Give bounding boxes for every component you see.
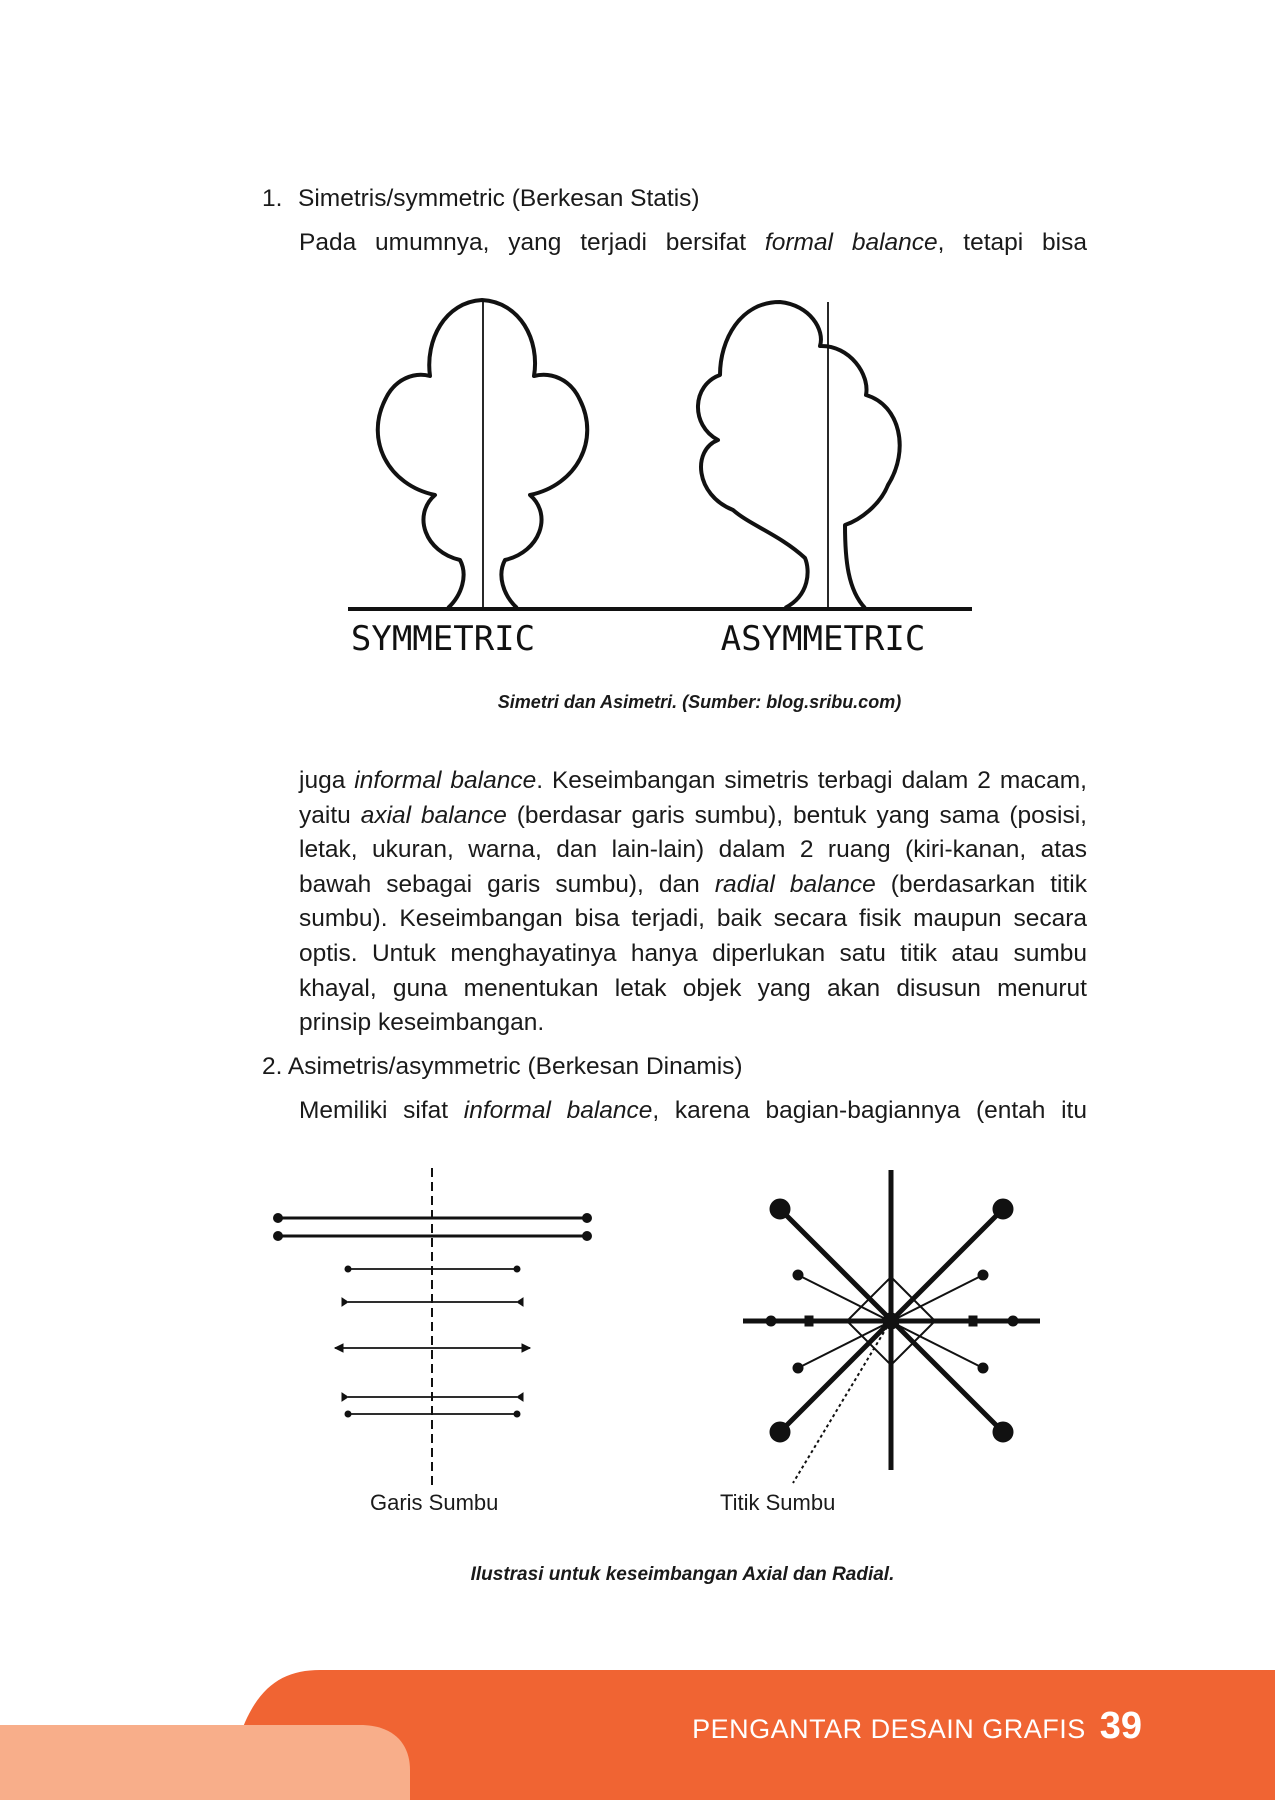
- radial-dot-tl: [770, 1199, 790, 1219]
- item1-body-emphasis-1: informal balance: [354, 767, 537, 794]
- item2-intro-text: Memiliki sifat: [299, 1097, 464, 1124]
- footer-secondary-shape: [0, 1725, 410, 1800]
- item2-heading: [262, 1050, 1092, 1084]
- axial-arrow-4b: [517, 1298, 523, 1306]
- axial-arrow-5b: [522, 1344, 530, 1352]
- radial-small-dot-4: [978, 1363, 988, 1373]
- item1-heading: [262, 182, 1092, 216]
- axial-dot-3a: [345, 1266, 351, 1272]
- footer-text-group: [692, 1705, 1142, 1748]
- item1-intro: [299, 226, 1087, 261]
- asymmetric-tree-outline: [698, 302, 900, 608]
- radial-axis-mark-l: [805, 1316, 813, 1326]
- axial-arrow-6a: [342, 1393, 348, 1401]
- item1-body-emphasis-3: radial balance: [714, 870, 876, 898]
- axial-dot-3b: [514, 1266, 520, 1272]
- radial-dot-tr: [993, 1199, 1013, 1219]
- item1-body-text-2: . Keseimbangan simetris terbagi dalam 2 macam, yaitu: [299, 767, 1087, 829]
- axial-arrow-4a: [342, 1298, 348, 1306]
- axial-arrow-6b: [517, 1393, 523, 1401]
- symmetry-trees-figure: [340, 290, 980, 670]
- axial-diagram-label: Garis Sumbu: [370, 1490, 499, 1515]
- radial-axis-mark-r: [969, 1316, 977, 1326]
- item1-intro-text: Pada umumnya, yang terjadi bersifat: [299, 229, 765, 256]
- symmetric-label: SYMMETRIC: [350, 619, 536, 659]
- item2-intro: [299, 1094, 1087, 1129]
- axial-balance-diagram: [265, 1165, 605, 1495]
- radial-small-dot-3: [793, 1363, 803, 1373]
- axial-dot-1b: [583, 1214, 592, 1223]
- axial-dot-2a: [274, 1232, 283, 1241]
- radial-axis-dot-l: [766, 1316, 776, 1326]
- item2-number: 2.: [262, 1053, 283, 1080]
- item1-number: 1.: [262, 185, 283, 212]
- item2-intro-emphasis: informal balance: [463, 1097, 653, 1124]
- radial-balance-diagram: [735, 1165, 1050, 1495]
- item2-intro-text-end: , karena bagian-bagiannya (entah itu: [652, 1097, 1087, 1124]
- footer-book-title: PENGANTAR DESAIN GRAFIS: [692, 1714, 1086, 1744]
- radial-axis-dot-r: [1008, 1316, 1018, 1326]
- radial-small-dot-2: [978, 1270, 988, 1280]
- item1-intro-text-end: , tetapi bisa: [937, 229, 1087, 256]
- item2-heading-text: Asimetris/asymmetric (Berkesan Dinamis): [287, 1053, 743, 1080]
- item1-body-paragraph: [299, 764, 1087, 1041]
- axial-dot-1a: [274, 1214, 283, 1223]
- radial-dot-bl: [770, 1422, 790, 1442]
- axial-arrow-5a: [335, 1344, 343, 1352]
- radial-dot-br: [993, 1422, 1013, 1442]
- radial-small-dot-1: [793, 1270, 803, 1280]
- page-number: 39: [1099, 1705, 1142, 1747]
- radial-center-point: [883, 1313, 899, 1329]
- radial-diagram-label: Titik Sumbu: [720, 1490, 836, 1515]
- figure1-caption: Simetri dan Asimetri. (Sumber: blog.sribu.com): [497, 692, 902, 712]
- asymmetric-label: ASYMMETRIC: [720, 619, 926, 659]
- item1-body-text-1: juga: [299, 767, 355, 794]
- item1-heading-text: Simetris/symmetric (Berkesan Statis): [298, 185, 700, 212]
- item1-body-text-3: (berdasar garis sumbu), bentuk yang sama (posisi, letak, ukuran, warna, dan lain-lain) dalam 2 ruang (kiri-kanan, atas bawah sebagai garis sumbu), dan: [299, 801, 1087, 898]
- axial-dot-7b: [514, 1411, 520, 1417]
- item1-body-emphasis-2: axial balance: [360, 801, 507, 829]
- item1-body-text-4: (berdasarkan titik sumbu). Keseimbangan bisa terjadi, baik secara fisik maupun secara optis. Untuk menghayatinya hanya diperlukan satu titik atau sumbu khayal, guna menentukan letak objek yang akan disusun menurut prinsip keseimbangan.: [299, 870, 1087, 1037]
- axial-dot-7a: [345, 1411, 351, 1417]
- axial-dot-2b: [583, 1232, 592, 1241]
- figure2-caption: Ilustrasi untuk keseimbangan Axial dan Radial.: [470, 1564, 895, 1585]
- item1-intro-emphasis: formal balance: [764, 229, 938, 256]
